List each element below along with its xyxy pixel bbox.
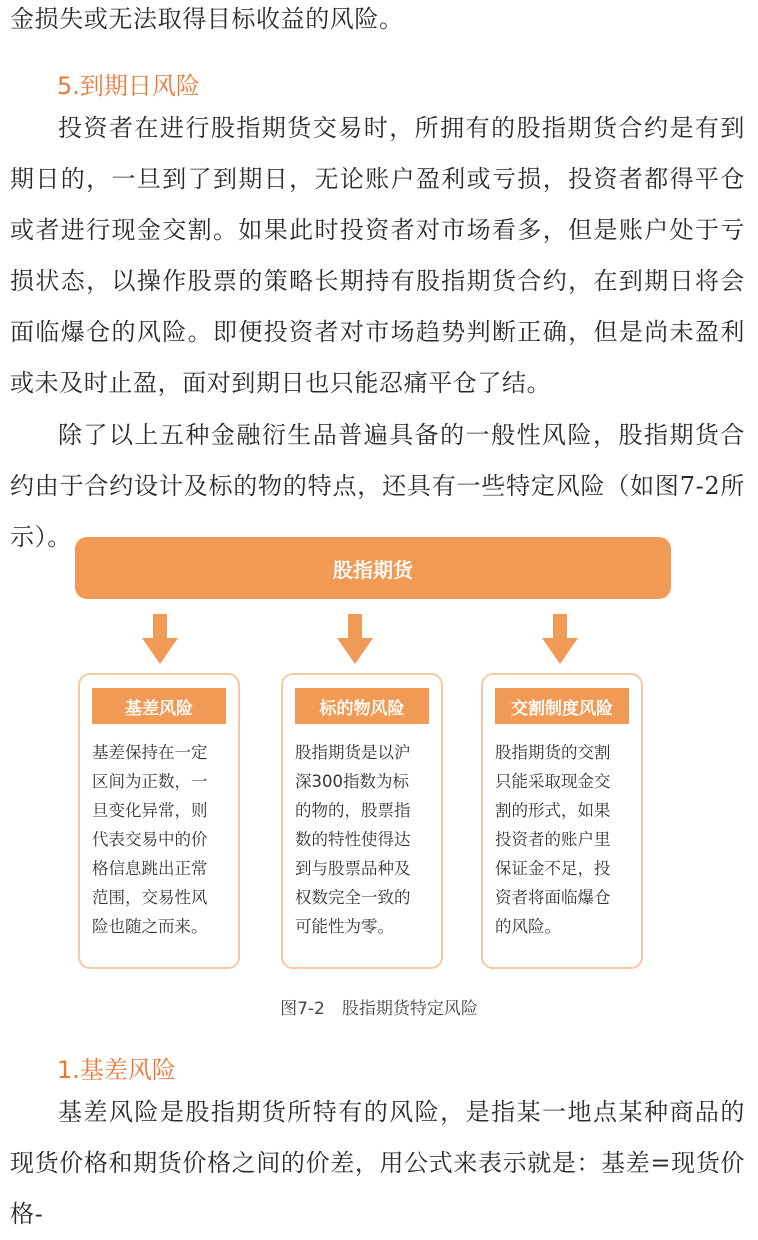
down-arrow-icon [142,614,178,664]
section-heading-maturity-risk: 5.到期日风险 [57,72,200,100]
diagram-top-bar [75,537,671,599]
text-paragraph-basis-risk: 基差风险是股指期货所特有的风险，是指某一地点某种商品的现货价格和期货价格之间的价差，用公式来表示就是：基差=现货价格- [10,1098,745,1228]
risk-box-title: 标的物风险 [295,688,429,724]
figure-caption: 图7-2 股指期货特定风险 [280,999,478,1019]
risk-box-basis [78,673,240,969]
risk-box-delivery [481,673,643,969]
diagram-top-label: 股指期货 [333,557,413,582]
risk-box-text: 股指期货是以沪 深300指数为标 的物的，股票指 数的特性使得达 到与股票品种及 权数完全一致的 可能性为零。 [295,743,411,936]
down-arrow-icon [542,614,578,664]
text-paragraph-specific-risks: 除了以上五种金融衍生品普遍具备的一般性风险，股指期货合约由于合约设计及标的物的特点，还具有一些特定风险（如图7-2所示）。 [10,421,745,551]
text-paragraph-intro: 金损失或无法取得目标收益的风险。 [10,5,404,33]
risk-box-underlying [281,673,443,969]
down-arrow-icon [337,614,373,664]
risk-box-title: 交割制度风险 [495,688,629,724]
risk-box-text: 基差保持在一定 区间为正数，一 旦变化异常，则 代表交易中的价 格信息跳出正常 范围，交易性风 险也随之而来。 [92,743,208,936]
text-paragraph-maturity-risk: 投资者在进行股指期货交易时，所拥有的股指期货合约是有到期日的，一旦到了到期日，无论账户盈利或亏损，投资者都得平仓或者进行现金交割。如果此时投资者对市场看多，但是账户处于亏损状态，以操作股票的策略长期持有股指期货合约，在到期日将会面临爆仓的风险。即便投资者对市场趋势判断正确，但是尚未盈利或未及时止盈，面对到期日也只能忍痛平仓了结。 [10,114,745,397]
risk-box-title: 基差风险 [92,688,226,724]
section-heading-basis-risk: 1.基差风险 [57,1056,176,1084]
risk-box-text: 股指期货的交割 只能采取现金交 割的形式，如果 投资者的账户里 保证金不足，投 资者将面临爆仓 的风险。 [495,743,611,936]
